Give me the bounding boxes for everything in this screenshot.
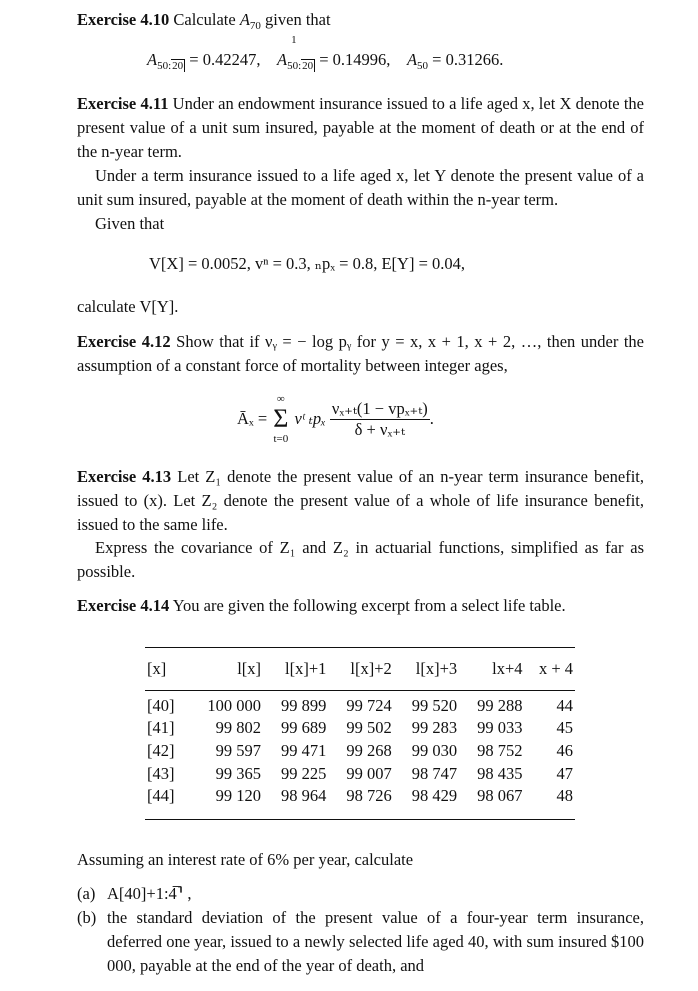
exercise-text: Let Z₁ denote the present value of an n-year term insurance benefit, issued to (x). Let Z₂ denote the present value of a whole of life insurance benefit, issued to the same life.: [77, 467, 644, 534]
column-header: l[x]: [237, 659, 262, 678]
fraction-numerator: νₓ₊ₜ(1 − vpₓ₊ₜ): [331, 398, 428, 418]
exercise-text: Under an endowment insurance issued to a life aged x, let X denote the present value of a unit sum insured, payable at the moment of death or at the end of the n-year term.: [77, 94, 644, 161]
table-rule-bottom: [145, 819, 575, 820]
table-cell: 99 502: [346, 717, 392, 737]
fraction: [330, 399, 430, 440]
table-cell: 99 689: [281, 717, 327, 737]
table-cell: 45: [556, 717, 573, 737]
table-row: [145, 739, 575, 762]
math-symbol: A: [239, 10, 250, 29]
table-row: [145, 691, 575, 716]
table-cell: 99 225: [281, 764, 327, 784]
math-symbol: A: [147, 50, 158, 69]
table-cell: 99 268: [346, 741, 392, 761]
column-header: l[x]+1: [285, 659, 327, 678]
table-row: [145, 786, 575, 811]
equation-4-10: [147, 34, 504, 72]
exercise-4-11: [77, 92, 644, 164]
table-cell: 99 365: [215, 764, 262, 784]
exercise-4-14: [77, 594, 644, 618]
table-cell: 98 435: [477, 764, 523, 784]
table-cell: 99 899: [281, 696, 327, 715]
exercise-label: Exercise 4.12: [77, 332, 171, 351]
equation-tail: .: [429, 409, 434, 428]
column-header: l[x]+2: [350, 659, 392, 678]
list-item-label: (a): [77, 884, 96, 903]
table-cell: [40]: [147, 696, 175, 715]
table-cell: 99 030: [411, 741, 458, 761]
math-subscript: 50: [417, 60, 429, 72]
column-header: l[x]+3: [415, 659, 458, 678]
angle-bracket: 20: [302, 60, 314, 72]
table-cell: 99 288: [477, 696, 523, 715]
exercise-4-12: [77, 330, 644, 378]
sum-lower-limit: t=0: [273, 433, 289, 445]
exercise-text: given that: [260, 10, 331, 29]
paragraph: calculate V[Y].: [77, 297, 179, 316]
table-cell: 98 747: [411, 764, 458, 784]
list-item-text: A[40]+1:4̅⸣ ,: [107, 884, 192, 903]
table-cell: 98 752: [477, 741, 523, 761]
question-list: [77, 882, 644, 978]
table-cell: 100 000: [207, 696, 262, 715]
math-subscript: 50:: [287, 60, 302, 72]
exercise-text: You are given the following excerpt from a select life table.: [169, 596, 566, 615]
table-cell: [42]: [147, 741, 175, 761]
table-cell: 99 007: [346, 764, 392, 784]
sigma-icon: Σ: [273, 404, 289, 433]
angle-bracket: 20: [172, 60, 184, 72]
fraction-denominator: δ + νₓ₊ₜ: [354, 419, 406, 439]
table-cell: [41]: [147, 717, 175, 737]
table-cell: 44: [556, 696, 573, 715]
table-header-row: [145, 647, 575, 691]
table-cell: 46: [556, 741, 573, 761]
table-cell: 99 520: [411, 696, 458, 715]
equation-value: = 0.31266.: [428, 50, 504, 69]
exercise-text: Show that if νᵧ = − log pᵧ for y = x, x + 1, x + 2, …, then under the assumption of a constant force of mortality between integer ages,: [77, 332, 644, 375]
equation-value: = 0.14996,: [315, 50, 391, 69]
select-life-table: [145, 647, 575, 811]
summation: [273, 392, 288, 446]
table-cell: 98 726: [346, 786, 392, 806]
list-item-text: the standard deviation of the present value of a four-year term insurance, deferred one year, issued to a newly selected life aged 40, with sum insured $100 000, payable at the end of the year of death, and: [107, 908, 644, 975]
math-superscript: 1: [291, 34, 297, 46]
exercise-label: Exercise 4.10: [77, 10, 170, 29]
table-cell: 99 120: [215, 786, 262, 806]
exercise-text: Calculate: [169, 10, 240, 29]
table-cell: 48: [556, 786, 573, 806]
table-row: [145, 716, 575, 739]
table-cell: 99 283: [411, 717, 458, 737]
table-cell: 47: [556, 764, 573, 784]
table-cell: 99 597: [215, 741, 262, 761]
equation-lhs: Āₓ =: [237, 409, 268, 428]
math-subscript: 50:: [157, 60, 172, 72]
math-symbol: A: [276, 50, 288, 69]
paragraph: Express the covariance of Z₁ and Z₂ in actuarial functions, simplified as far as possible.: [77, 538, 644, 581]
table-cell: 99 033: [477, 717, 523, 737]
equation-value: = 0.42247,: [185, 50, 261, 69]
column-header: lx+4: [492, 659, 523, 678]
exercise-label: Exercise 4.11: [77, 94, 169, 113]
table-cell: 99 724: [346, 696, 392, 715]
equation-4-12: [237, 392, 434, 446]
math-subscript: 70: [249, 20, 261, 32]
table-cell: 99 802: [215, 717, 262, 737]
exercise-4-13: [77, 465, 644, 537]
paragraph: Under a term insurance issued to a life aged x, let Y denote the present value of a unit sum insured, payable at the moment of death within the n-year term.: [77, 166, 644, 209]
equation-4-11: V[X] = 0.0052, vⁿ = 0.3, ₙpₓ = 0.8, E[Y] = 0.04,: [149, 254, 466, 273]
math-symbol: A: [406, 50, 418, 69]
table-cell: 98 964: [281, 786, 327, 806]
paragraph: Given that: [95, 214, 165, 233]
column-header: x + 4: [538, 659, 573, 678]
column-header: [x]: [147, 659, 167, 678]
list-item: [77, 882, 644, 906]
table-cell: 99 471: [281, 741, 327, 761]
table-cell: 98 429: [411, 786, 458, 806]
table-cell: [43]: [147, 764, 175, 784]
exercise-label: Exercise 4.13: [77, 467, 172, 486]
exercise-label: Exercise 4.14: [77, 596, 170, 615]
table-cell: [44]: [147, 786, 175, 806]
list-item-label: (b): [77, 908, 97, 927]
paragraph: Assuming an interest rate of 6% per year, calculate: [77, 850, 414, 869]
sum-upper-limit: ∞: [276, 393, 285, 405]
equation-term: vᵗ ₜpₓ: [294, 409, 326, 428]
table-cell: 98 067: [477, 786, 523, 806]
list-item: [77, 906, 644, 978]
exercise-4-10: [77, 8, 644, 38]
table-row: [145, 763, 575, 786]
